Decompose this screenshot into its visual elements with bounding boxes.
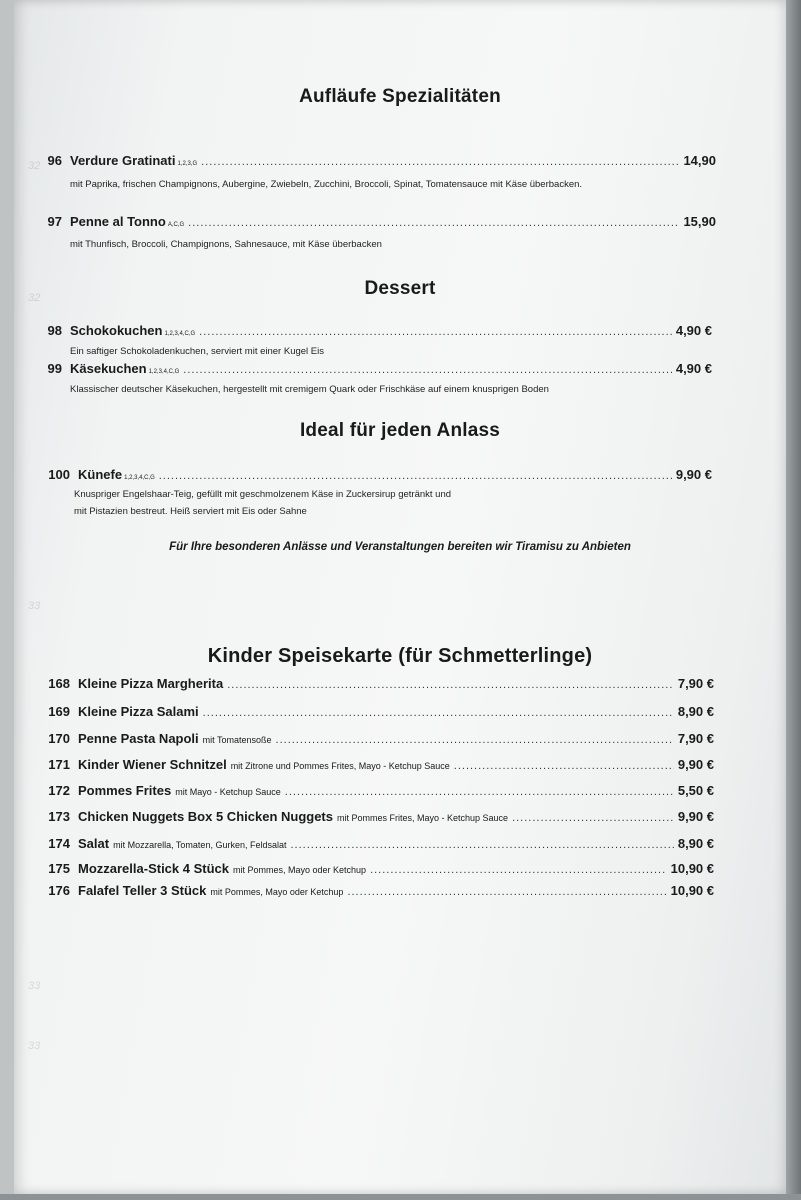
item-number: 168 xyxy=(48,676,70,691)
item-number: 176 xyxy=(48,883,70,898)
item-name: Penne Pasta Napoli xyxy=(78,731,199,746)
item-price: 5,50 € xyxy=(677,783,714,798)
dot-leader xyxy=(285,786,674,798)
item-name: Kleine Pizza Margherita xyxy=(78,676,224,691)
item-price: 14,90 xyxy=(683,153,716,168)
menu-item xyxy=(44,809,714,824)
dot-leader xyxy=(454,760,674,772)
menu-item xyxy=(44,836,714,851)
dot-leader xyxy=(227,679,674,691)
dot-leader xyxy=(188,217,679,229)
item-note: mit Pommes, Mayo oder Ketchup xyxy=(210,887,344,897)
item-price: 8,90 € xyxy=(677,704,714,719)
menu-item xyxy=(44,883,714,898)
item-description: Klassischer deutscher Käsekuchen, hergestellt mit cremigem Quark oder Frischkäse auf einem knusprigen Boden xyxy=(70,384,549,395)
item-price: 10,90 € xyxy=(670,883,714,898)
item-number: 96 xyxy=(47,153,62,168)
item-name: Falafel Teller 3 Stück xyxy=(78,883,207,898)
item-price: 9,90 € xyxy=(675,467,712,482)
menu-binder-edge xyxy=(786,0,801,1200)
item-description: Knuspriger Engelshaar-Teig, gefüllt mit geschmolzenem Käse in Zuckersirup getränkt und xyxy=(74,489,452,500)
item-number: 99 xyxy=(47,361,62,376)
allergen-codes: 1,2,3,4,C,G xyxy=(124,475,155,481)
menu-item xyxy=(44,731,714,746)
item-price: 4,90 € xyxy=(675,323,712,338)
show-through-text: 32 xyxy=(28,160,41,172)
dot-leader xyxy=(201,156,679,168)
show-through-text: 33 xyxy=(28,980,41,992)
item-number: 100 xyxy=(48,467,70,482)
item-name: Kleine Pizza Salami xyxy=(78,704,199,719)
item-price: 8,90 € xyxy=(677,836,714,851)
item-description: mit Paprika, frischen Champignons, Aubergine, Zwiebeln, Zucchini, Broccoli, Spinat, Tomatensauce mit Käse überbacken. xyxy=(70,179,583,190)
menu-item xyxy=(40,153,716,168)
item-price: 7,90 € xyxy=(677,676,714,691)
section-title-kinder: Kinder Speisekarte (für Schmetterlinge) xyxy=(207,645,593,667)
menu-binder-bottom xyxy=(0,1194,801,1200)
allergen-codes: A,C,G xyxy=(167,222,185,228)
item-name: Verdure Gratinati xyxy=(70,153,176,168)
dot-leader xyxy=(199,326,672,338)
item-name: Salat xyxy=(78,836,110,851)
allergen-codes: 1,2,3,4,C,G xyxy=(164,331,196,337)
item-price: 7,90 € xyxy=(677,731,714,746)
item-note: mit Mozzarella, Tomaten, Gurken, Feldsalat xyxy=(113,840,287,850)
show-through-text: 33 xyxy=(28,600,41,612)
section-title-anlass: Ideal für jeden Anlass xyxy=(299,420,501,441)
item-number: 175 xyxy=(48,861,70,876)
dot-leader xyxy=(347,886,666,898)
menu-item xyxy=(40,214,716,229)
dot-leader xyxy=(203,707,674,719)
item-name: Kinder Wiener Schnitzel xyxy=(78,757,227,772)
allergen-codes: 1,2,3,4,C,G xyxy=(148,369,180,375)
menu-item xyxy=(44,861,714,876)
item-name: Künefe xyxy=(78,467,123,482)
item-note: mit Zitrone und Pommes Frites, Mayo - Ketchup Sauce xyxy=(230,761,450,771)
item-price: 15,90 xyxy=(683,214,716,229)
section-title-dessert: Dessert xyxy=(364,278,436,299)
menu-item xyxy=(40,361,712,376)
item-number: 98 xyxy=(47,323,62,338)
section-title-auflaeufe: Aufläufe Spezialitäten xyxy=(299,86,501,107)
item-note: mit Pommes, Mayo oder Ketchup xyxy=(233,865,367,875)
item-number: 173 xyxy=(48,809,70,824)
item-name: Mozzarella-Stick 4 Stück xyxy=(78,861,229,876)
item-name: Chicken Nuggets Box 5 Chicken Nuggets xyxy=(78,809,333,824)
item-number: 172 xyxy=(48,783,70,798)
dot-leader xyxy=(159,470,672,482)
item-price: 4,90 € xyxy=(675,361,712,376)
menu-page xyxy=(14,0,786,1194)
show-through-text: 33 xyxy=(28,1040,41,1052)
item-price: 9,90 € xyxy=(677,809,714,824)
item-number: 170 xyxy=(48,731,70,746)
special-occasions-note: Für Ihre besonderen Anlässe und Veranstaltungen bereiten wir Tiramisu zu Anbieten xyxy=(169,541,631,553)
item-note: mit Mayo - Ketchup Sauce xyxy=(175,787,281,797)
item-price: 9,90 € xyxy=(677,757,714,772)
menu-item xyxy=(44,783,714,798)
item-name: Schokokuchen xyxy=(70,323,163,338)
allergen-codes: 1,2,3,G xyxy=(177,161,198,167)
dot-leader xyxy=(512,812,674,824)
item-number: 169 xyxy=(48,704,70,719)
menu-item xyxy=(40,323,712,338)
item-description: mit Pistazien bestreut. Heiß serviert mit Eis oder Sahne xyxy=(74,506,307,517)
item-note: mit Pommes Frites, Mayo - Ketchup Sauce xyxy=(337,813,509,823)
item-description: mit Thunfisch, Broccoli, Champignons, Sahnesauce, mit Käse überbacken xyxy=(70,239,382,250)
item-number: 97 xyxy=(47,214,62,229)
menu-item xyxy=(44,704,714,719)
item-name: Pommes Frites xyxy=(78,783,172,798)
dot-leader xyxy=(290,839,673,851)
item-name: Penne al Tonno xyxy=(70,214,166,229)
dot-leader xyxy=(370,864,667,876)
item-number: 171 xyxy=(48,757,70,772)
show-through-text: 32 xyxy=(28,292,41,304)
menu-item xyxy=(44,757,714,772)
item-description: Ein saftiger Schokoladenkuchen, serviert mit einer Kugel Eis xyxy=(70,346,324,357)
dot-leader xyxy=(183,364,672,376)
item-number: 174 xyxy=(48,836,70,851)
dot-leader xyxy=(276,734,674,746)
item-note: mit Tomatensoße xyxy=(202,735,272,745)
menu-item xyxy=(44,467,712,482)
item-name: Käsekuchen xyxy=(70,361,147,376)
menu-item xyxy=(44,676,714,691)
item-price: 10,90 € xyxy=(670,861,714,876)
